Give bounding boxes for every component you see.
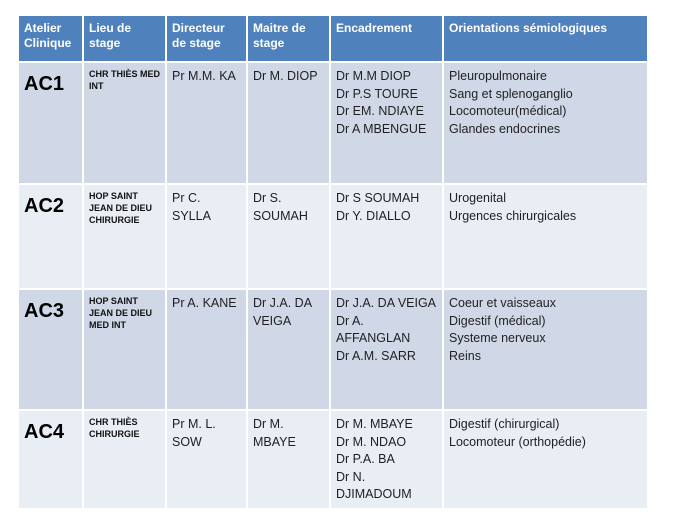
maitre-cell: Dr M. MBAYE <box>248 411 329 508</box>
encadrant-name: Dr Y. DIALLO <box>336 208 411 223</box>
header-orientations: Orientations sémiologiques <box>444 16 647 61</box>
orientations-cell <box>444 290 647 409</box>
orientation-item: Digestif (chirurgical) <box>449 417 560 431</box>
atelier-cell: AC3 <box>19 290 82 409</box>
directeur-cell: Pr C. SYLLA <box>167 185 246 288</box>
orientation-item: Reins <box>449 348 481 363</box>
orientation-item: Sang et splenoganglio <box>449 86 573 101</box>
lieu-cell: HOP SAINT JEAN DE DIEU MED INT <box>84 290 165 409</box>
header-directeur: Directeur de stage <box>167 16 246 61</box>
directeur-cell: Pr M.M. KA <box>167 63 246 183</box>
encadrant-name: Dr EM. NDIAYE <box>336 104 424 118</box>
header-lieu: Lieu de stage <box>84 16 165 61</box>
maitre-cell: Dr J.A. DA VEIGA <box>248 290 329 409</box>
encadrant-name: Dr P.A. BA <box>336 452 395 466</box>
orientation-item: Urogenital <box>449 191 506 205</box>
encadrant-name: Dr M. NDAO <box>336 434 407 449</box>
orientation-item: Coeur et vaisseaux <box>449 296 557 310</box>
maitre-cell: Dr S. SOUMAH <box>248 185 329 288</box>
encadrement-cell <box>331 411 442 508</box>
lieu-cell: HOP SAINT JEAN DE DIEU CHIRURGIE <box>84 185 165 288</box>
orientation-item: Urgences chirurgicales <box>449 208 577 223</box>
header-atelier: Atelier Clinique <box>19 16 82 61</box>
encadrant-name: Dr A. AFFANGLAN <box>336 313 411 345</box>
directeur-cell: Pr M. L. SOW <box>167 411 246 508</box>
encadrant-name: Dr A.M. SARR <box>336 348 416 363</box>
orientation-item: Locomoteur(médical) <box>449 104 567 118</box>
orientations-cell <box>444 63 647 183</box>
atelier-cell: AC4 <box>19 411 82 508</box>
orientations-cell <box>444 411 647 508</box>
table-row-ac3 <box>19 290 647 409</box>
encadrement-cell <box>331 185 442 288</box>
encadrant-name: Dr A MBENGUE <box>336 121 427 136</box>
table-row-ac2 <box>19 185 647 288</box>
header-row <box>19 16 647 61</box>
atelier-cell: AC1 <box>19 63 82 183</box>
encadrant-name: Dr N. DJIMADOUM <box>336 469 412 501</box>
orientations-cell <box>444 185 647 288</box>
encadrant-name: Dr J.A. DA VEIGA <box>336 296 437 310</box>
orientation-item: Digestif (médical) <box>449 313 546 328</box>
orientation-item: Pleuropulmonaire <box>449 69 547 83</box>
header-encadrement: Encadrement <box>331 16 442 61</box>
atelier-cell: AC2 <box>19 185 82 288</box>
table-row-ac1 <box>19 63 647 183</box>
maitre-cell: Dr M. DIOP <box>248 63 329 183</box>
encadrement-cell <box>331 290 442 409</box>
encadrant-name: Dr S SOUMAH <box>336 191 420 205</box>
table-row-ac4 <box>19 411 647 508</box>
lieu-cell: CHR THIÈS CHIRURGIE <box>84 411 165 508</box>
encadrant-name: Dr P.S TOURE <box>336 86 418 101</box>
encadrant-name: Dr M.M DIOP <box>336 69 411 83</box>
encadrant-name: Dr M. MBAYE <box>336 417 413 431</box>
stage-assignment-table <box>17 14 649 510</box>
lieu-cell: CHR THIÈS MED INT <box>84 63 165 183</box>
directeur-cell: Pr A. KANE <box>167 290 246 409</box>
orientation-item: Glandes endocrines <box>449 121 561 136</box>
header-maitre: Maitre de stage <box>248 16 329 61</box>
orientation-item: Systeme nerveux <box>449 331 546 345</box>
encadrement-cell <box>331 63 442 183</box>
orientation-item: Locomoteur (orthopédie) <box>449 434 586 449</box>
